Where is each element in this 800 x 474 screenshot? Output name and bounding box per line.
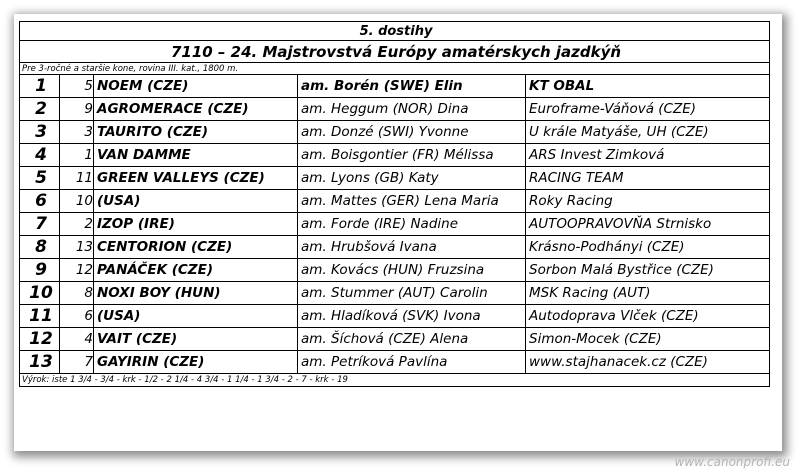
- result-place: 10: [20, 282, 60, 305]
- result-rider: am. Forde (IRE) Nadine: [298, 213, 526, 236]
- result-rider: am. Kovács (HUN) Fruzsina: [298, 259, 526, 282]
- result-horse: NOEM (CZE): [94, 75, 298, 98]
- result-number: 11: [60, 167, 94, 190]
- result-rider: am. Donzé (SWI) Yvonne: [298, 121, 526, 144]
- race-conditions-row: [20, 63, 770, 75]
- result-place: 8: [20, 236, 60, 259]
- result-number: 2: [60, 213, 94, 236]
- result-owner: Krásno-Podhányi (CZE): [526, 236, 770, 259]
- result-horse: GREEN VALLEYS (CZE): [94, 167, 298, 190]
- table-row: [20, 144, 770, 167]
- result-owner: MSK Racing (AUT): [526, 282, 770, 305]
- table-row: [20, 259, 770, 282]
- race-conditions: Pre 3-ročné a staršie kone, rovina III. kat., 1800 m.: [20, 63, 770, 75]
- result-place: 9: [20, 259, 60, 282]
- result-horse: VAN DAMME: [94, 144, 298, 167]
- result-rider: am. Lyons (GB) Katy: [298, 167, 526, 190]
- result-place: 6: [20, 190, 60, 213]
- result-rider: am. Mattes (GER) Lena Maria: [298, 190, 526, 213]
- result-rider: am. Hrubšová Ivana: [298, 236, 526, 259]
- table-row: [20, 351, 770, 374]
- result-number: 13: [60, 236, 94, 259]
- result-owner: Euroframe-Váňová (CZE): [526, 98, 770, 121]
- table-row: [20, 190, 770, 213]
- result-number: 6: [60, 305, 94, 328]
- result-horse: GAYIRIN (CZE): [94, 351, 298, 374]
- result-rider: am. Boisgontier (FR) Mélissa: [298, 144, 526, 167]
- result-place: 5: [20, 167, 60, 190]
- race-subtitle: 7110 – 24. Majstrovstvá Európy amatérskych jazdkýň: [20, 41, 770, 63]
- table-row: [20, 167, 770, 190]
- table-row: [20, 305, 770, 328]
- table-row: [20, 98, 770, 121]
- result-owner: Roky Racing: [526, 190, 770, 213]
- result-horse: CENTORION (CZE): [94, 236, 298, 259]
- result-number: 8: [60, 282, 94, 305]
- result-rider: am. Heggum (NOR) Dina: [298, 98, 526, 121]
- result-place: 1: [20, 75, 60, 98]
- result-number: 10: [60, 190, 94, 213]
- result-place: 12: [20, 328, 60, 351]
- race-subtitle-row: [20, 41, 770, 63]
- race-verdict: Výrok: iste 1 3/4 - 3/4 - krk - 1/2 - 2 1/4 - 4 3/4 - 1 1/4 - 1 3/4 - 2 - 7 - krk - 19: [20, 374, 770, 387]
- watermark: www.canonprofi.eu: [674, 455, 790, 469]
- result-owner: RACING TEAM: [526, 167, 770, 190]
- result-horse: AGROMERACE (CZE): [94, 98, 298, 121]
- result-owner: Autodoprava Vlček (CZE): [526, 305, 770, 328]
- result-owner: KT OBAL: [526, 75, 770, 98]
- race-results-table: [19, 21, 770, 387]
- result-number: 4: [60, 328, 94, 351]
- result-rider: am. Stummer (AUT) Carolin: [298, 282, 526, 305]
- result-owner: U krále Matyáše, UH (CZE): [526, 121, 770, 144]
- result-horse: NOXI BOY (HUN): [94, 282, 298, 305]
- result-number: 1: [60, 144, 94, 167]
- result-place: 7: [20, 213, 60, 236]
- race-title: 5. dostihy: [20, 22, 770, 41]
- result-place: 2: [20, 98, 60, 121]
- result-number: 5: [60, 75, 94, 98]
- table-row: [20, 75, 770, 98]
- table-row: [20, 328, 770, 351]
- table-row: [20, 213, 770, 236]
- result-place: 4: [20, 144, 60, 167]
- result-owner: AUTOOPRAVOVŇA Strnisko: [526, 213, 770, 236]
- result-horse: PANÁČEK (CZE): [94, 259, 298, 282]
- result-rider: am. Borén (SWE) Elin: [298, 75, 526, 98]
- result-horse: VAIT (CZE): [94, 328, 298, 351]
- table-row: [20, 282, 770, 305]
- table-row: [20, 121, 770, 144]
- race-title-row: [20, 22, 770, 41]
- result-rider: am. Šíchová (CZE) Alena: [298, 328, 526, 351]
- result-owner: Sorbon Malá Bystřice (CZE): [526, 259, 770, 282]
- result-rider: am. Hladíková (SVK) Ivona: [298, 305, 526, 328]
- result-owner: ARS Invest Zimková: [526, 144, 770, 167]
- result-owner: Simon-Mocek (CZE): [526, 328, 770, 351]
- result-place: 3: [20, 121, 60, 144]
- result-number: 7: [60, 351, 94, 374]
- result-place: 13: [20, 351, 60, 374]
- result-number: 12: [60, 259, 94, 282]
- result-horse: IZOP (IRE): [94, 213, 298, 236]
- result-place: 11: [20, 305, 60, 328]
- result-horse: (USA): [94, 305, 298, 328]
- result-number: 3: [60, 121, 94, 144]
- table-row: [20, 236, 770, 259]
- result-horse: (USA): [94, 190, 298, 213]
- result-rider: am. Petríková Pavlína: [298, 351, 526, 374]
- result-horse: TAURITO (CZE): [94, 121, 298, 144]
- verdict-row: [20, 374, 770, 387]
- result-number: 9: [60, 98, 94, 121]
- result-owner: www.stajhanacek.cz (CZE): [526, 351, 770, 374]
